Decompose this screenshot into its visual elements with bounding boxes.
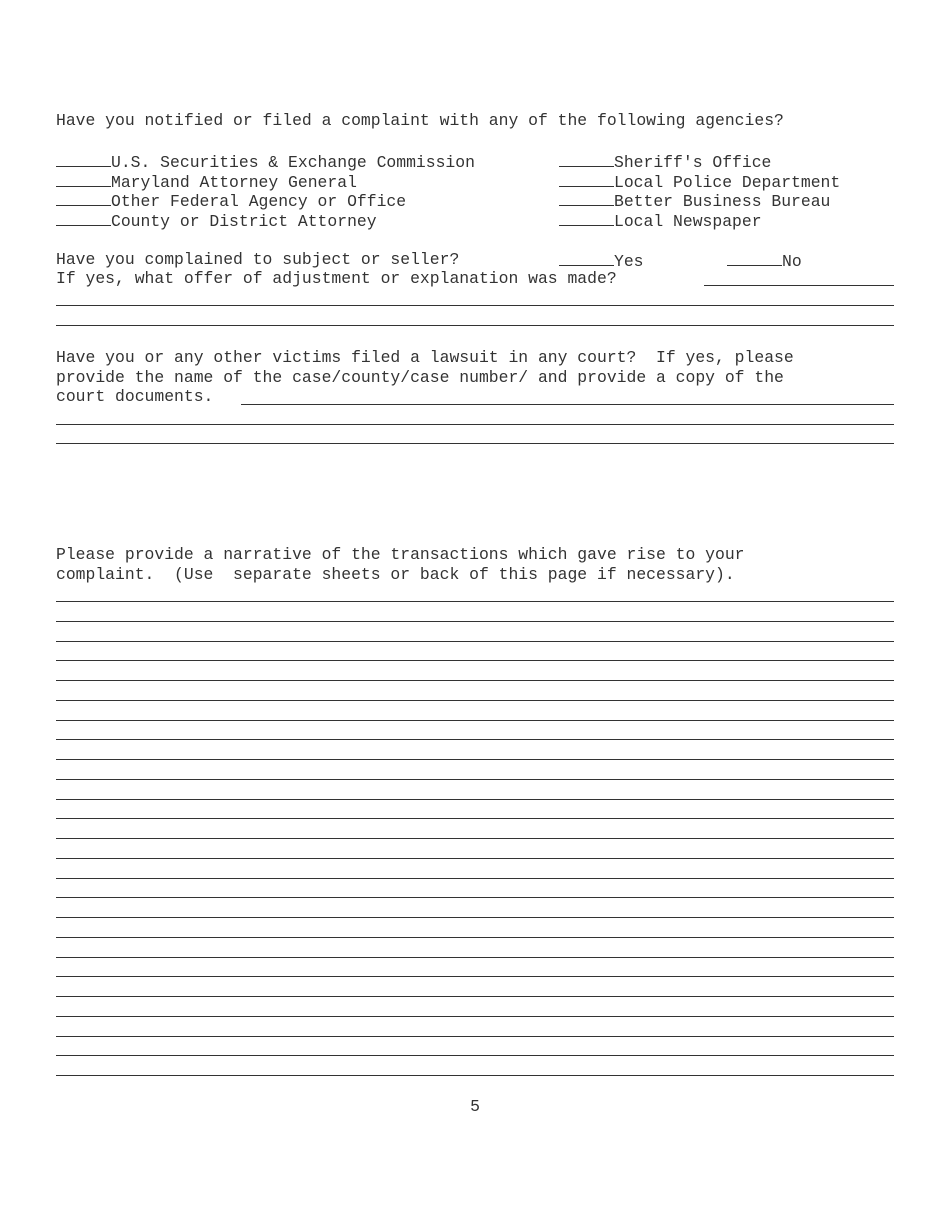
narrative-answer-line[interactable] bbox=[56, 858, 894, 859]
lawsuit-question-line: Have you or any other victims filed a lawsuit in any court? If yes, please bbox=[56, 348, 794, 367]
checkbox-blank[interactable] bbox=[56, 190, 111, 206]
lawsuit-question-line: provide the name of the case/county/case number/ and provide a copy of the bbox=[56, 368, 784, 387]
complained-no-option[interactable]: No bbox=[727, 250, 802, 272]
checkbox-blank[interactable] bbox=[56, 171, 111, 187]
narrative-answer-line[interactable] bbox=[56, 937, 894, 938]
lawsuit-answer-line[interactable] bbox=[241, 404, 894, 405]
agency-option-bbb[interactable]: Better Business Bureau bbox=[559, 190, 830, 212]
narrative-answer-line[interactable] bbox=[56, 878, 894, 879]
narrative-answer-line[interactable] bbox=[56, 739, 894, 740]
narrative-answer-line[interactable] bbox=[56, 957, 894, 958]
narrative-prompt-line: Please provide a narrative of the transactions which gave rise to your bbox=[56, 545, 745, 564]
complained-question: Have you complained to subject or seller? bbox=[56, 250, 460, 269]
narrative-answer-line[interactable] bbox=[56, 660, 894, 661]
adjustment-question: If yes, what offer of adjustment or explanation was made? bbox=[56, 269, 617, 288]
agency-option-sec[interactable]: U.S. Securities & Exchange Commission bbox=[56, 151, 475, 173]
narrative-answer-line[interactable] bbox=[56, 759, 894, 760]
agency-option-local-police[interactable]: Local Police Department bbox=[559, 171, 840, 193]
adjustment-answer-line[interactable] bbox=[704, 285, 894, 286]
lawsuit-answer-line[interactable] bbox=[56, 424, 894, 425]
narrative-answer-line[interactable] bbox=[56, 996, 894, 997]
agency-option-newspaper[interactable]: Local Newspaper bbox=[559, 210, 762, 232]
complained-yes-option[interactable]: Yes bbox=[559, 250, 644, 272]
narrative-answer-line[interactable] bbox=[56, 838, 894, 839]
narrative-answer-line[interactable] bbox=[56, 680, 894, 681]
narrative-answer-line[interactable] bbox=[56, 720, 894, 721]
agency-option-other-federal[interactable]: Other Federal Agency or Office bbox=[56, 190, 406, 212]
checkbox-blank[interactable] bbox=[727, 250, 782, 266]
narrative-answer-line[interactable] bbox=[56, 1016, 894, 1017]
agency-option-md-attorney-general[interactable]: Maryland Attorney General bbox=[56, 171, 357, 193]
narrative-answer-line[interactable] bbox=[56, 917, 894, 918]
narrative-answer-line[interactable] bbox=[56, 897, 894, 898]
agency-option-sheriff[interactable]: Sheriff's Office bbox=[559, 151, 771, 173]
lawsuit-question-line: court documents. bbox=[56, 387, 214, 406]
narrative-answer-line[interactable] bbox=[56, 779, 894, 780]
checkbox-blank[interactable] bbox=[56, 151, 111, 167]
narrative-answer-line[interactable] bbox=[56, 1055, 894, 1056]
narrative-answer-line[interactable] bbox=[56, 1075, 894, 1076]
lawsuit-answer-line[interactable] bbox=[56, 443, 894, 444]
checkbox-blank[interactable] bbox=[56, 210, 111, 226]
narrative-answer-line[interactable] bbox=[56, 601, 894, 602]
adjustment-answer-line[interactable] bbox=[56, 325, 894, 326]
page-number: 5 bbox=[470, 1097, 480, 1116]
checkbox-blank[interactable] bbox=[559, 250, 614, 266]
narrative-answer-line[interactable] bbox=[56, 700, 894, 701]
narrative-answer-line[interactable] bbox=[56, 1036, 894, 1037]
narrative-answer-line[interactable] bbox=[56, 976, 894, 977]
narrative-prompt-line: complaint. (Use separate sheets or back of this page if necessary). bbox=[56, 565, 735, 584]
checkbox-blank[interactable] bbox=[559, 190, 614, 206]
checkbox-blank[interactable] bbox=[559, 171, 614, 187]
agency-option-district-attorney[interactable]: County or District Attorney bbox=[56, 210, 377, 232]
agencies-question: Have you notified or filed a complaint with any of the following agencies? bbox=[56, 111, 784, 130]
narrative-answer-line[interactable] bbox=[56, 818, 894, 819]
narrative-answer-line[interactable] bbox=[56, 621, 894, 622]
checkbox-blank[interactable] bbox=[559, 151, 614, 167]
narrative-answer-line[interactable] bbox=[56, 641, 894, 642]
narrative-answer-line[interactable] bbox=[56, 799, 894, 800]
adjustment-answer-line[interactable] bbox=[56, 305, 894, 306]
checkbox-blank[interactable] bbox=[559, 210, 614, 226]
